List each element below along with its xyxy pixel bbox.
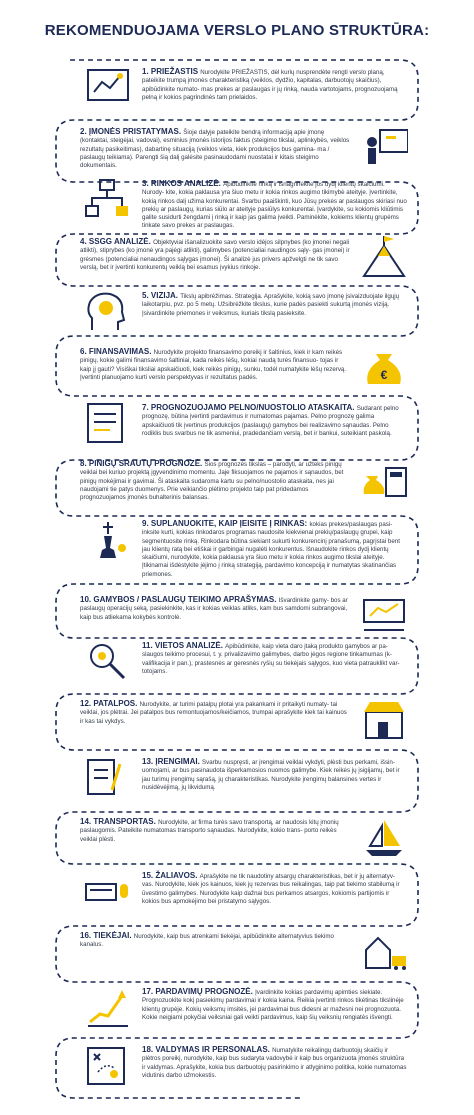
step-text: Nurodykite projekto finansavimo poreikį ir šaltinius, kiek ir kam reikės pinigų, kokie galimi finansavimo šaltiniai, kada reikės lėšų, kokiai naudą turės finansuo- tojas ir kaip jį gauti? Visiškai tiksliai apskaičiuoti, kiek reikės pinigų, sunku, todėl numatykite lėšų rezervą. Įvertinti planuojamo kurti verslo perspektyvas ir rezultatus padės. [80,349,347,381]
step-text: Nurodykite PRIEŽASTIS, dėl kurių nusprendėte rengti verslo planą, pateikite trumpą įmonės charakteristiką (veiklos, dydžio, kapitalas, darbuotojų skaičius), apibūdinkite numato- mas prekes ar paslaugas ir jų rinką, nauda vartotojams, prognozuojamą pelną ir kokios pagrindinės tam prielaidos. [142,69,398,101]
org-chart-icon [84,178,130,227]
house-truck-icon [362,930,408,979]
step-number: 12. [80,699,94,708]
step-heading: ŽALIAVOS. [155,871,200,880]
step-number: 4. [80,237,89,246]
money-bag-euro-icon [362,346,408,395]
growth-chart-icon [84,986,130,1035]
document-pen-icon [84,756,130,805]
step-heading: TIEKĖJAI. [93,931,134,940]
step-heading: ĮMONĖS PRISTATYMAS. [88,127,184,136]
step-number: 5. [142,291,151,300]
step-text: Įvardinkite kokias pardavimų apimties siekiate. Prognozuokite kokį pasiekimų pardavimai ir kokia kaina. Reikia įvertinti rinkos tikėtinas tikslinėje klientų grupėje. Kokių veiksmų imsitės, jei pardavimai bus didesni ar mažesni nei prognozuota. Kokie neigiami pokyčiai veiksniai gali veikti pardavimus, kaip šių veiksnių rengiatės išvengti. [142,989,404,1021]
step-3 [142,180,407,231]
step-heading: PROGNOZUOJAMO PELNO/NUOSTOLIO ATASKAITA. [150,403,357,412]
step-15 [142,872,407,906]
step-heading: VALDYMAS IR PERSONALAS. [155,1045,273,1054]
step-11 [142,642,407,676]
step-7 [142,404,407,438]
step-number: 13. [142,757,156,766]
step-text: Nurodykite, ar turimi patalpų plotai yra pakankami ir pritaikyti numaty- tai veiklai, jos plėtrai. Jei patalpos bus remontuojamos/keičiamos, trumpai aprašykite kiek tai kainuos ir kas tai vykdys. [80,701,347,725]
sailboat-icon [362,816,408,865]
step-12 [80,700,350,726]
step-text: Numatykite reikalingų darbuotojų skaičių ir plėtros poreikį, nurodykite, kaip bus sudaryta vadovybė ir kaip bus organizuota įmonės struktūra ir valdymas. Aprašykite, kokia bus darbuotojų pasirinkimo ir atlyginimo politika, kokie numatomas vidutinis darbo užmokestis. [142,1047,407,1079]
step-text: Objektyviai išanalizuokite savo verslo idėjos silpnybes (ko įmonei negali atlikti), stiprybes (ko įmonė yra pajėgi atlikti), galimybes (potencialiai naudingos sąly- gas įmonei) ir grėsmes (potencialiai nenaudingos sąlygas įmonei). Ši analizė jus privers apžvelgti ne tik savo verslą, bet ir įvertinti konkurentų veiklą bei esamus įvykius rinkoje. [80,239,350,271]
step-number: 7. [142,403,151,412]
step-heading: PINIGŲ SRAUTŲ PROGNOZĖ. [88,459,205,468]
chess-king-icon [84,518,130,567]
step-number: 2. [80,127,89,136]
step-text: Apibūdinkite rinką ir išnagrinėkite jos dydį klientų skaičiumi. Nurody- kite, kokia paklausa yra šiuo metu ir kokia rinkos augimo tikimybė ateityje. Įvertinkite, kokią rinkos dalį užima konkurentai. Svarbu paaiškinti, kuo Jūsų prekės ar paslaugos skiriasi nuo prekių ar paslaugų, kurias siūlo ar ateityje pasiūlys konkurentai. Įvardykite, su kokiomis kliūtimis galite susidurti žengdami į rinką ir kaip jas galima įveikti. Paminėkite, kokiems klientų grupėms tinkate savo prekes ar paslaugas. [142,181,407,230]
step-text: Šioje dalyje pateikite bendrą informaciją apie įmonę (kontaktai, steigėjai, vadovai), esminius įmonės istorijos faktus (steigimo tikslai, aplinkybės, veiklos rezultatų pasikeitimas), dabartinę situaciją (veiklos vieta, kiek produkcijos bus gamina- ma / paslaugų teikiama). Parengti šią dalį galėsite pasinaudodami nuostatai ir kitais steigimo dokumentais. [80,129,350,170]
step-text: kokias prekes/paslaugas pasi- inksite kurti, kokias rinkodaros programas naudosite kiekvienai prekių/paslaugų grupei, kaip segmentuosite rinką. Rinkodara būtina siekiant sukurti konkurencinį pranašumą, pagrįstai bent jau klientų ratą bei etiškai ir garbingai nugalėti konkurentus. Išnaudokite rinkos dydį klientų skaičiumi, nurodykite, kokia paklausa yra šiuo metu ir kokia rinkos augimo tikslai ateityje. Įtikinamai išdėstykite įėjimo į rinką strategiją, pardavimo koncepciją ir numatytas skatinančias priemones. [142,521,400,578]
step-number: 8. [80,459,89,468]
step-14 [80,818,350,844]
presentation-chart-icon [84,66,130,115]
page-title: REKOMENDUOJAMA VERSLO PLANO STRUKTŪRA: [44,22,430,39]
step-18 [142,1046,407,1080]
step-16 [80,932,350,950]
step-number: 1. [142,67,151,76]
step-number: 11. [142,641,155,650]
step-2 [80,128,350,170]
step-heading: PATALPOS. [93,699,140,708]
step-heading: GAMYBOS / PASLAUGŲ TEIKIMO APRAŠYMAS. [93,595,279,604]
step-4 [80,238,350,272]
step-9 [142,520,407,579]
step-heading: RINKOS ANALIZĖ. [150,179,224,188]
step-number: 10. [80,595,94,604]
step-heading: FINANSAVIMAS. [88,347,154,356]
step-text: Svarbu nuspręsti, ar įrengimai veiklai vykdyti, plėsti bus perkami, išsin- uomojami, ar bus pasinaudota išperkamosios nuomos galimybe. Kiek reikės jų įsigijamų, bet ir jau turimų įrengimų sąrašą, jų charakteristikas. Nurodykite įrengimų balansines vertes ir nusidėvėjimą, jų likvidumą. [142,759,400,791]
strategy-board-icon [84,1044,130,1093]
mountain-flag-icon [362,236,408,285]
step-10 [80,596,350,622]
step-text: Nurodykite, kaip bus atrenkami tiekėjai, apibūdinkite alternatyvius tiekimo kanalus. [80,933,334,949]
step-heading: PRIEŽASTIS [150,67,201,76]
step-text: Šios prognozės tikslas – parodyti, ar užteks pinigų veiklai bei kuriuo projektą įgyvendinimo momentu. Jaje fiksuojamos ne pajamos ir sąnaudos, bet pinigų mokėjimai ir gavimai. Ši ataskaita sudaroma kartu su pelno/nuostolio ataskaita, nes jai naudojami tie patys duomenys. Prie veikiančio plėtimo projekto taip pat pridedamos prognozuojamos įmonės buhalterinis balansas. [80,461,344,502]
step-number: 9. [142,519,151,528]
step-number: 3. [142,179,151,188]
step-heading: SUPLANUOKITE, KAIP ĮEISITE Į RINKAS: [150,519,310,528]
step-number: 16. [80,931,94,940]
step-number: 18. [142,1045,156,1054]
step-number: 14. [80,817,94,826]
step-17 [142,988,407,1022]
step-number: 15. [142,871,156,880]
step-text: Tikslų apibrėžimas. Strategija. Aprašykite, kokią savo įmonę įsivaizduojate ilgųjų laikotarpiu, pvz. po 5 metų. Užsibrėžkite tikslus, kurie padės pasiekti sukurtą įmonės viziją. Įsivardinkite priemones ir veiksmus, kuriais tikslą pasieksite. [142,293,400,317]
presenter-icon [362,126,408,175]
step-heading: TRANSPORTAS. [93,817,159,826]
step-text: Aprašykite ne tik naudotiny atsargų charakteristikas, bet ir jų alternatyv- vas. Nurodykite, kiek jos kainuos, kiek jų rezervas bus reikalingas, taip pat tiekimo stabilumą ir ūvestimo galimybes. Nurodykite kaip dažnai bus perkamos atsargos, kokiomis partijomis ir kokios bus apmokėjimo bei pristatymo sąlygos. [142,873,400,905]
keyboard-mouse-icon [84,870,130,919]
step-heading: VIZIJA. [150,291,181,300]
step-1 [142,68,407,102]
step-heading: PARDAVIMŲ PROGNOZĖ. [155,987,256,996]
step-text: Nurodykite, ar firma turės savo transportą, ar naudosis kitų įmonių paslaugomis. Pateikite numatomas transporto sąnaudas. Nurodykite, kokio trans- porto reikės veiklai plėsti. [80,819,339,843]
step-heading: SSGG ANALIZĖ. [88,237,154,246]
step-13 [142,758,407,792]
step-5 [142,292,407,318]
step-number: 17. [142,987,156,996]
step-heading: ĮRENGIMAI. [155,757,203,766]
calculator-money-icon [362,458,408,507]
step-heading: VIETOS ANALIZĖ. [154,641,226,650]
brain-head-icon [84,290,130,339]
step-text: Sudarant pelno prognozę, būtina įvertinti pardavimus ir numatomas pajamas. Pelno prognozę galima apskaičiuoti tik įvertinus produkcijos (paslaugų) gamybos bei realizavimo sąnaudas. Pelno rodiklis bus svarbus ne tik asmeniui, pradedančiam verslą, bet ir bankui, suteikiant paskolą. [142,405,399,437]
step-text: Išvardinkite gamy- bos ar paslaugų operacijų seką, pasiekinkite, kas ir kokias veiklas atliks, kam bus samdomi subrangovai, kaip bus atliekama kokybės kontrolė. [80,597,348,621]
storefront-icon [362,698,408,747]
step-text: Apibūdinkite, kaip vieta daro įtaką produkto gamybos ar pa- slaugos teikimo procesui, t. y. privalizavimo galimybes, darbo jėgos regione tinkamumas (k- valifikacija ir pan.), prastesnės ar geresnės ryšių su tiekėjais sąlygos, kuo vieta patrauklikt var- totojams. [142,643,400,675]
production-line-icon [362,594,408,643]
step-8 [80,460,350,502]
step-6 [80,348,350,382]
map-search-icon [84,640,130,689]
checklist-icon [84,402,130,451]
step-number: 6. [80,347,89,356]
svg-text:€: € [380,368,388,382]
